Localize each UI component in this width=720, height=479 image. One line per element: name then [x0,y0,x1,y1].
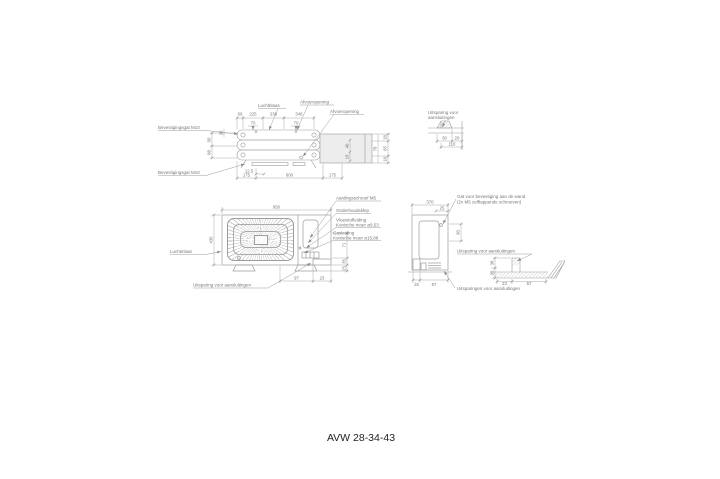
dim-35-right: 35 [341,259,347,264]
dim-435-height: 435 [208,236,214,244]
side-view-leaders [443,199,456,288]
dim-950: 950 [272,204,281,210]
dim-20-left: 20 [218,130,224,136]
label-konische-moer-gas: Konische moer ø15,88 [333,235,379,241]
dim-90-side: 90 [455,230,461,235]
dim-25-right: 25 [341,266,347,271]
side-view-unit-body [408,215,452,272]
foot-detail-leaders [457,254,532,261]
dim-12-5: 12.5 [244,168,254,174]
top-view [158,105,464,180]
label-vloeistofleiding: Vloeistofleiding [336,217,367,223]
label-gasleiding: Gasleiding [333,230,355,236]
dim-25-bottom: 25 [414,282,419,287]
dim-18-plate-bottom: 18 [382,157,388,162]
dim-57-detail: 57 [526,281,532,286]
label-aardingsschroef: Aardingsschroef M5 [336,195,377,201]
fan-grille [227,218,294,261]
label-afvoeropening-1: Afvoeropening [300,99,330,105]
dim-16-plate: 16 [344,154,350,160]
label-uitsparing-front: Uitsparing voor aansluitingen [193,282,252,288]
label-gat-wand-1: Gat voor bevestiging aan de wand [457,194,526,199]
dim-25-top: 25 [439,205,445,211]
label-uitsparing-top-2: aansluitingen [428,115,455,120]
drawing-title: AVW 28-34-43 [326,432,396,444]
dim-69: 69 [237,111,243,117]
dim-30-detail: 30 [442,135,447,141]
dim-175-b: 175 [328,172,337,178]
foot-detail-geometry [489,258,565,278]
label-bevestigingsgat-1: Bevestigingsgat M10 [158,125,200,130]
foot-detail [457,254,565,284]
dim-35-detail: 35 [489,270,495,276]
fan-hub [254,235,268,245]
label-luchtblaas: Luchtblaas [258,103,280,108]
dim-348: 348 [295,111,303,117]
dim-67: 67 [431,282,437,287]
dim-40-plate: 40 [344,143,350,149]
label-uitsparingen-onder: Uitsparingen voor aansluitingen [457,286,521,291]
dim-50-left: 50 [206,137,212,143]
side-view [408,199,463,288]
label-afvoeropening-2: Afvoeropening [330,109,360,114]
label-bevestigingsgat-2: Bevestigingsgat M10 [158,170,200,175]
top-view-texts [158,100,460,178]
dim-70-a: 70 [250,120,256,126]
label-onderhoudsklep: Onderhoudsklep [336,208,370,213]
label-luchtinlaat: Luchtinlaat [170,249,192,254]
dim-70-b: 70 [293,120,299,126]
dim-175-a: 175 [242,172,251,178]
dim-38-detail: 38 [489,260,495,266]
dim-600: 600 [285,172,294,178]
dim-71-right: 71 [341,242,347,248]
dim-20-detail: 20 [454,135,460,141]
dim-238: 238 [269,111,278,117]
dim-18-plate-top: 18 [382,135,388,140]
dim-23-detail: 23 [502,281,507,286]
label-konische-moer-vloeistof: Konische moer ø9,53 [336,222,379,228]
label-uitsparing-top-1: Uitsparing voor [428,110,459,115]
dim-370: 370 [426,199,434,205]
dim-225: 225 [249,111,257,117]
dim-97: 97 [294,275,299,281]
top-view-unit-body [237,130,320,168]
dim-23-front: 23 [319,275,325,281]
dim-70-plate: 70 [372,146,378,152]
label-uitsparing-detail: Uitsparing voor aansluitingen [457,248,516,254]
dim-65-plate: 65 [382,146,388,151]
dim-88-left: 88 [206,150,212,155]
dim-110-detail: 110 [448,141,456,147]
label-gat-wand-2: (2x M5 zelftappende schroeven) [457,199,522,205]
